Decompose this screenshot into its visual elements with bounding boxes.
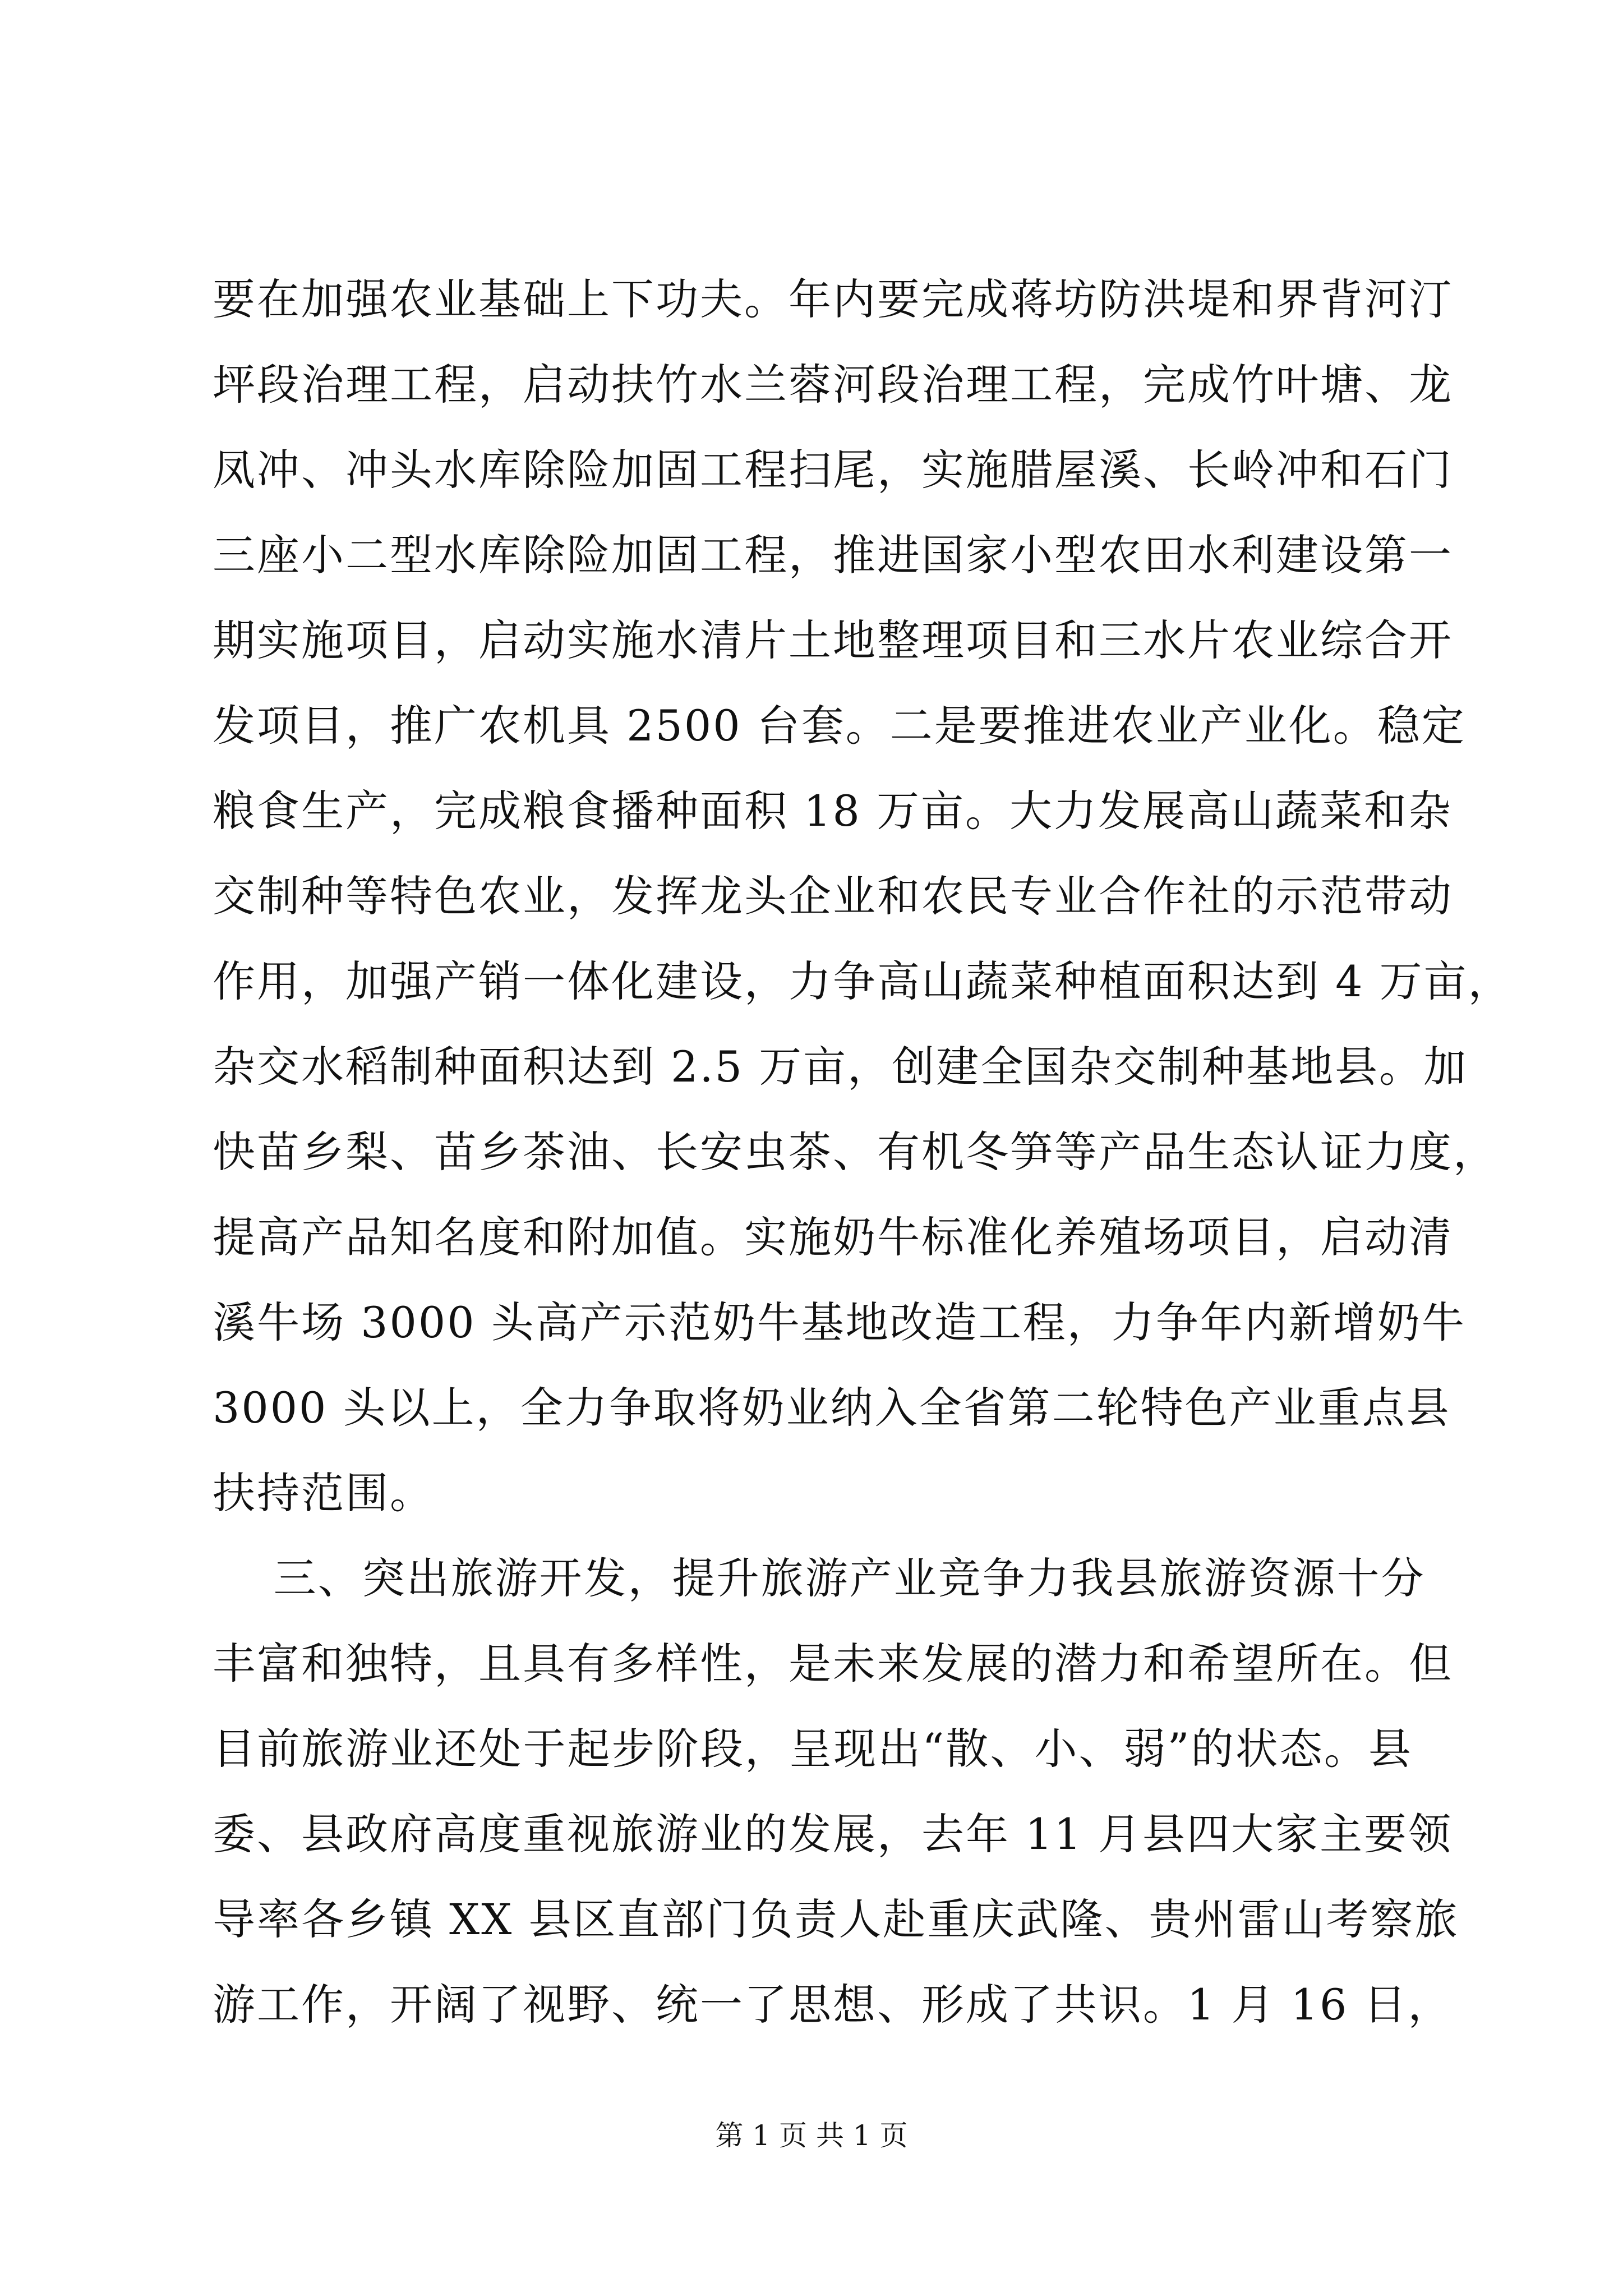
text-line: 粮食生产，完成粮食播种面积 18 万亩。大力发展高山蔬菜和杂 [213, 786, 1453, 836]
text-line: 提高产品知名度和附加值。实施奶牛标准化养殖场项目，启动清 [213, 1212, 1453, 1262]
text-line: 3000 头以上，全力争取将奶业纳入全省第二轮特色产业重点县 [213, 1383, 1451, 1433]
text-line: 委、县政府高度重视旅游业的发展，去年 11 月县四大家主要领 [213, 1809, 1453, 1859]
text-line: 游工作，开阔了视野、统一了思想、形成了共识。1 月 16 日， [213, 1980, 1453, 2030]
paragraph-end-line: 扶持范围。 [213, 1468, 434, 1518]
text-line: 期实施项目，启动实施水清片土地整理项目和三水片农业综合开 [213, 615, 1453, 665]
text-line: 丰富和独特，且具有多样性，是未来发展的潜力和希望所在。但 [213, 1639, 1453, 1688]
text-line: 三座小二型水库除险加固工程，推进国家小型农田水利建设第一 [213, 530, 1453, 580]
page-number-label: 第 1 页 共 1 页 [715, 2119, 908, 2152]
text-line: 目前旅游业还处于起步阶段，呈现出“散、小、弱”的状态。县 [213, 1724, 1413, 1774]
text-line: 溪牛场 3000 头高产示范奶牛基地改造工程，力争年内新增奶牛 [213, 1297, 1466, 1347]
text-line: 杂交水稻制种面积达到 2.5 万亩，创建全国杂交制种基地县。加 [213, 1042, 1468, 1092]
text-line: 坪段治理工程，启动扶竹水兰蓉河段治理工程，完成竹叶塘、龙 [213, 360, 1453, 409]
document-body [213, 257, 1513, 2047]
paragraph-first-line: 三、突出旅游开发，提升旅游产业竞争力我县旅游资源十分 [213, 1553, 1426, 1603]
text-line: 凤冲、冲头水库除险加固工程扫尾，实施腊屋溪、长岭冲和石门 [213, 445, 1453, 495]
text-line: 导率各乡镇 XX 县区直部门负责人赴重庆武隆、贵州雷山考察旅 [213, 1894, 1459, 1944]
text-line: 发项目，推广农机具 2500 台套。二是要推进农业产业化。稳定 [213, 701, 1466, 751]
text-line: 作用，加强产销一体化建设，力争高山蔬菜种植面积达到 4 万亩， [213, 956, 1513, 1006]
text-line: 交制种等特色农业，发挥龙头企业和农民专业合作社的示范带动 [213, 871, 1453, 921]
text-line: 快苗乡梨、苗乡茶油、长安虫茶、有机冬笋等产品生态认证力度， [213, 1127, 1497, 1177]
text-line: 要在加强农业基础上下功夫。年内要完成蒋坊防洪堤和界背河汀 [213, 274, 1453, 324]
page-footer [0, 2116, 1623, 2155]
